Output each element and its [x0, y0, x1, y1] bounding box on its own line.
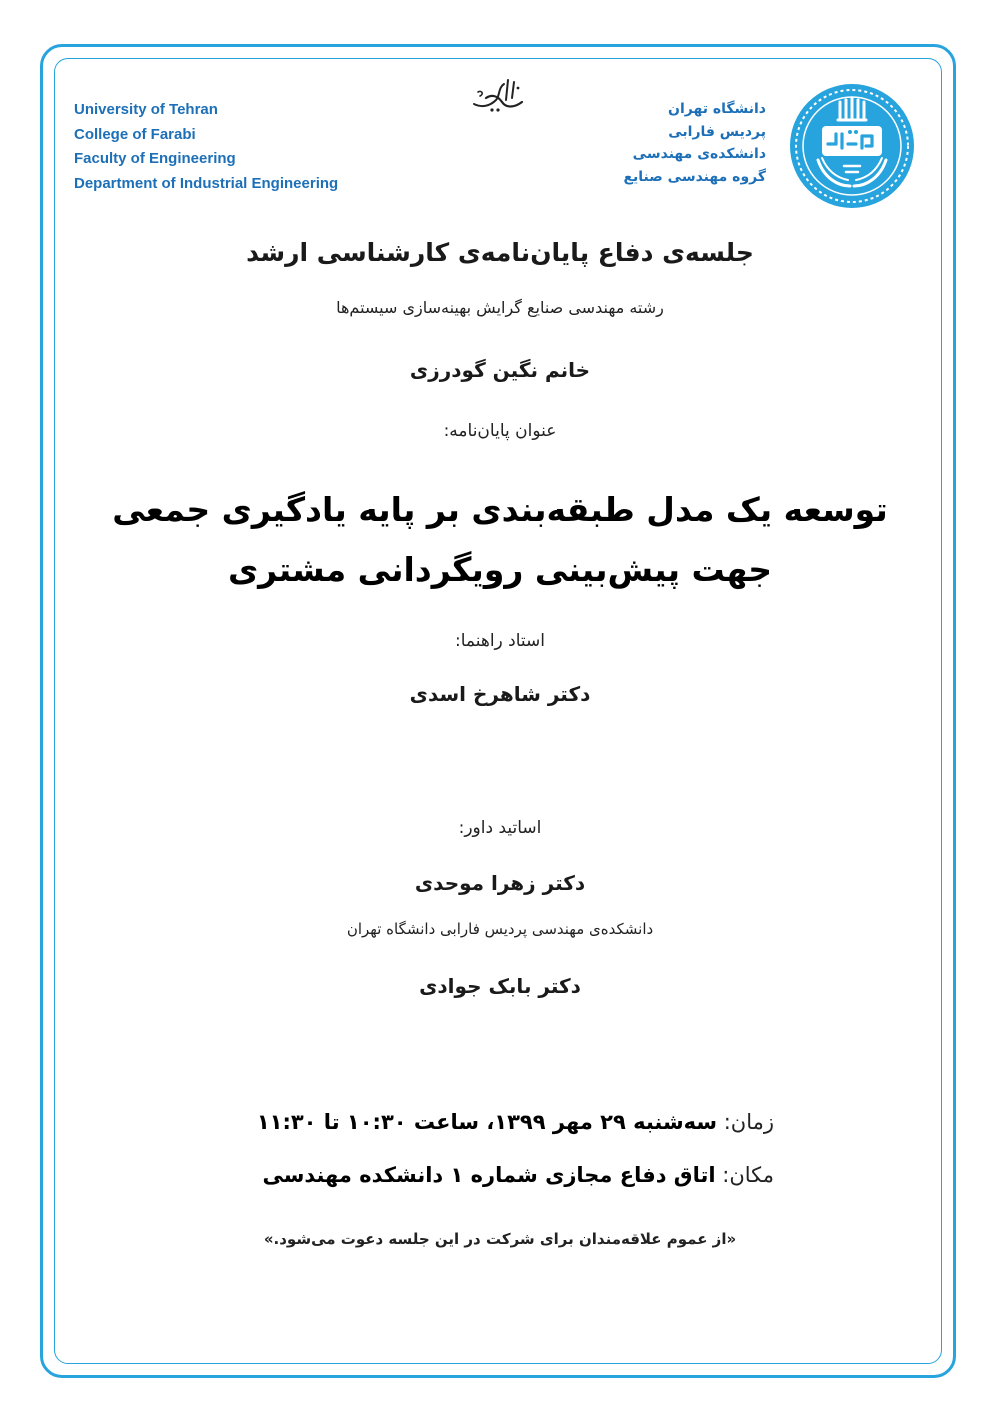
- persian-header-line: دانشکده‌ی مهندسی: [632, 146, 766, 162]
- public-invitation: «از عموم علاقه‌مندان برای شرکت در این جلسه دعوت می‌شود.»: [263, 1230, 737, 1248]
- place-label: مکان:: [722, 1163, 774, 1187]
- university-seal-icon: [788, 82, 916, 210]
- defense-location: [262, 1163, 774, 1187]
- referee-1-name: دکتر زهرا موحدی: [414, 871, 586, 895]
- advisor-name: دکتر شاهرخ اسدی: [409, 682, 591, 706]
- thesis-title-line-1: توسعه یک مدل طبقه‌بندی بر پایه یادگیری جمعی: [112, 490, 888, 529]
- persian-header-line: دانشگاه تهران: [668, 101, 766, 117]
- persian-header-line: پردیس فارابی: [668, 123, 766, 140]
- time-label: زمان:: [723, 1110, 774, 1134]
- thesis-title-line-2: جهت پیش‌بینی رویگردانی مشتری: [227, 550, 773, 589]
- english-header-line: Department of Industrial Engineering: [74, 174, 339, 192]
- announcement-title: جلسه‌ی دفاع پایان‌نامه‌ی کارشناسی ارشد: [246, 238, 754, 267]
- advisor-label: استاد راهنما:: [454, 631, 545, 651]
- defense-time: [257, 1110, 774, 1134]
- place-value: اتاق دفاع مجازی شماره ۱ دانشکده مهندسی: [262, 1163, 716, 1187]
- time-value: سه‌شنبه ۲۹ مهر ۱۳۹۹، ساعت ۱۰:۳۰ تا ۱۱:۳۰: [256, 1110, 718, 1134]
- english-header-line: College of Farabi: [74, 125, 196, 143]
- calligraphy-icon: [468, 74, 528, 116]
- persian-institution-header: [566, 98, 766, 188]
- english-header-line: University of Tehran: [74, 101, 218, 118]
- english-institution-header: [74, 98, 414, 196]
- referee-1-affiliation: دانشکده‌ی مهندسی پردیس فارابی دانشگاه تهران: [346, 920, 654, 938]
- referees-label: اساتید داور:: [458, 818, 542, 838]
- english-header-line: Faculty of Engineering: [74, 150, 236, 167]
- persian-header-line: گروه مهندسی صنایع: [623, 168, 766, 185]
- field-of-study: رشته مهندسی صنایع گرایش بهینه‌سازی سیستم‌ها: [336, 298, 664, 317]
- student-name: خانم نگین گودرزی: [409, 358, 591, 382]
- thesis-title-label: عنوان پایان‌نامه:: [443, 421, 557, 441]
- referee-2-name: دکتر بابک جوادی: [419, 974, 581, 998]
